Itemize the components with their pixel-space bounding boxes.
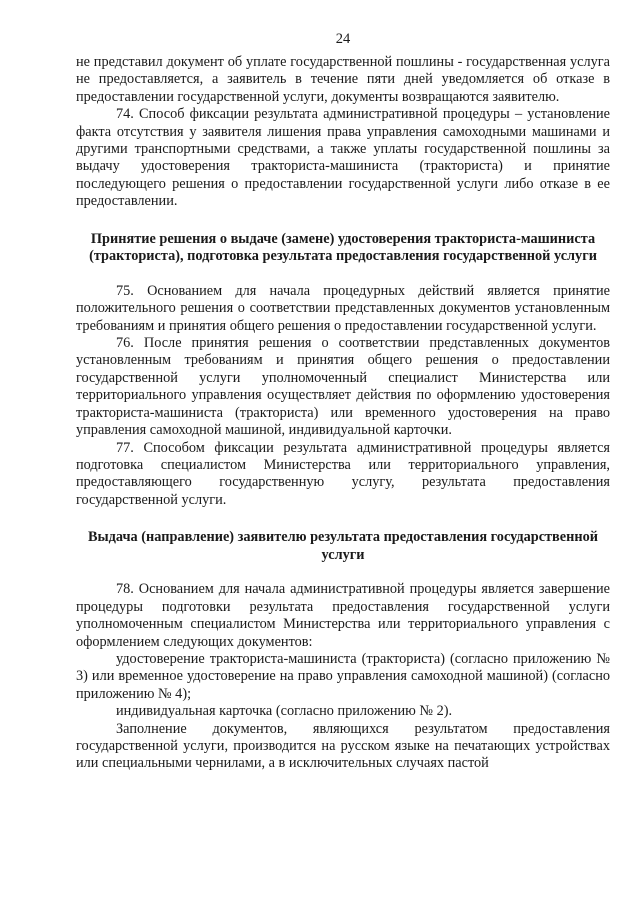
page-number: 24 <box>335 31 351 47</box>
document-page <box>76 30 610 773</box>
section-heading-issuance: Выдача (направление) заявителю результата предоставления государственной услуги <box>87 529 598 563</box>
paragraph-76: 76. После принятия решения о соответствии представленных документов установленным требованиям и принятия общего решения о предоставлении государственной услуги уполномоченный специалист Министерства или территориального управления осуществляет действия по оформлению удостоверения тракториста-машиниста (тракториста) или временного удостоверения на право управления самоходной машиной, индивидуальной карточки. <box>76 335 610 439</box>
paragraph-77: 77. Способом фиксации результата административной процедуры является подготовка специалистом Министерства или территориального управления, предоставляющего государственную услугу, результата предоставления государственной услуги. <box>76 439 610 508</box>
spacer <box>76 564 610 581</box>
paragraph-filling: Заполнение документов, являющихся результатом предоставления государственной услуги, производится на русском языке на печатающих устройствах или специальными чернилами, а в исключительных случаях пастой <box>76 720 610 772</box>
paragraph-74: 74. Способ фиксации результата административной процедуры – установление факта отсутствия у заявителя лишения права управления самоходными машинами и другими транспортными средствами, а также уплаты государственной пошлины за выдачу удостоверения тракториста-машиниста (тракториста) и принятие последующего решения о предоставлении государственной услуги либо отказе в ее предоставлении. <box>76 106 610 210</box>
spacer <box>76 266 610 283</box>
paragraph-78: 78. Основанием для начала административной процедуры является завершение процедуры подготовки результата предоставления государственной услуги уполномоченным специалистом Министерства или территориального управления с оформлением следующих документов: <box>76 581 610 650</box>
spacer <box>76 211 610 231</box>
spacer <box>76 509 610 529</box>
paragraph-continuation: не представил документ об уплате государственной пошлины - государственная услуга не предоставляется, а заявитель в течение пяти дней уведомляется об отказе в предоставлении государственной услуги, документы возвращаются заявителю. <box>76 54 610 105</box>
list-item-card: индивидуальная карточка (согласно приложению № 2). <box>116 703 453 720</box>
section-heading-decision: Принятие решения о выдаче (замене) удостоверения тракториста-машиниста (тракториста), подготовка результата предоставления государственной услуги <box>89 230 597 265</box>
list-item-certificate: удостоверение тракториста-машиниста (тракториста) (согласно приложению № 3) или временное удостоверение на право управления самоходной машиной) (согласно приложению № 4); <box>76 650 610 702</box>
paragraph-75: 75. Основанием для начала процедурных действий является принятие положительного решения о соответствии представленных документов установленным требованиям и принятия общего решения о предоставлении государственной услуги. <box>76 282 610 334</box>
